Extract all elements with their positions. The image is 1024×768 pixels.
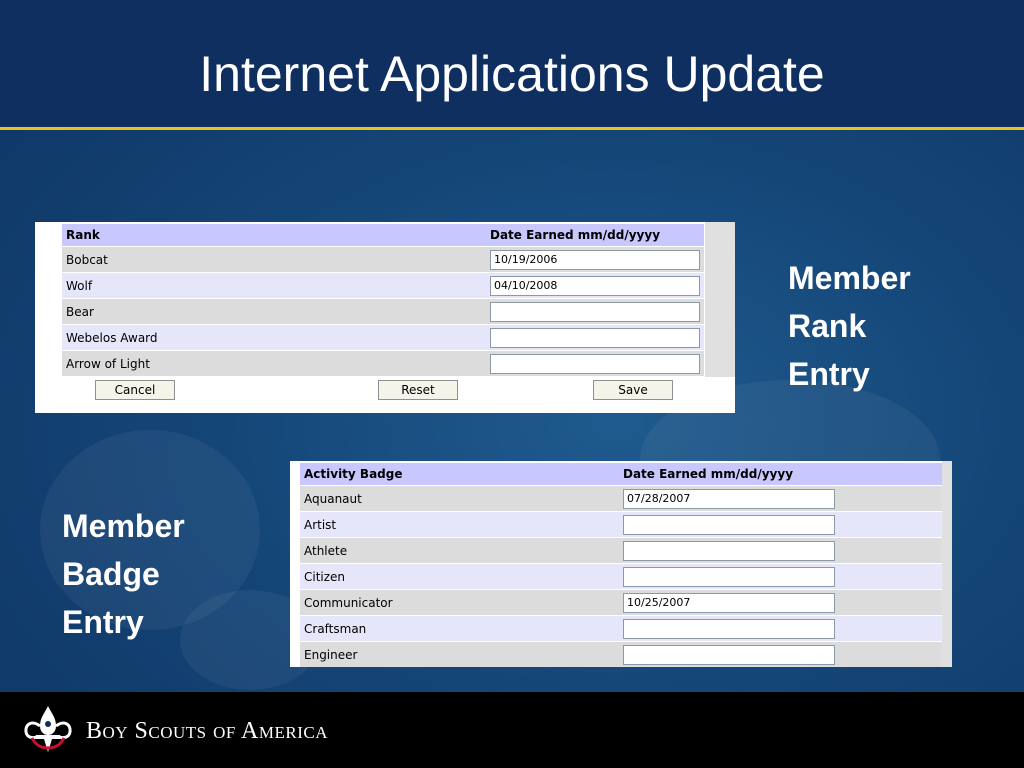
table-row — [300, 642, 942, 668]
reset-button[interactable]: Reset — [378, 380, 458, 400]
date-cell — [619, 512, 942, 538]
label-line: Entry — [62, 604, 144, 640]
date-earned-input[interactable] — [490, 354, 700, 374]
date-cell — [619, 564, 942, 590]
member-badge-entry-label — [62, 502, 185, 646]
save-button[interactable]: Save — [593, 380, 673, 400]
label-line: Entry — [788, 356, 870, 392]
row-label: Communicator — [300, 590, 619, 616]
table-row — [300, 538, 942, 564]
date-cell — [486, 273, 704, 299]
row-label: Citizen — [300, 564, 619, 590]
date-earned-input[interactable] — [490, 302, 700, 322]
label-line: Badge — [62, 556, 160, 592]
date-cell — [486, 325, 704, 351]
row-label: Wolf — [62, 273, 486, 299]
table-row — [300, 616, 942, 642]
column-header-date-earned: Date Earned mm/dd/yyyy — [486, 224, 704, 247]
panel-strip — [705, 222, 735, 377]
table-row — [300, 512, 942, 538]
rank-entry-panel — [35, 222, 735, 413]
badge-entry-panel — [290, 461, 952, 667]
table-row — [62, 325, 704, 351]
row-label: Bear — [62, 299, 486, 325]
table-row — [62, 299, 704, 325]
date-cell — [486, 299, 704, 325]
column-header-activity-badge: Activity Badge — [300, 463, 619, 486]
bsa-fleur-de-lis-logo — [22, 704, 74, 756]
date-cell — [619, 616, 942, 642]
date-earned-input[interactable] — [623, 593, 835, 613]
date-earned-input[interactable] — [623, 567, 835, 587]
member-rank-entry-label — [788, 254, 911, 398]
column-header-rank: Rank — [62, 224, 486, 247]
date-earned-input[interactable] — [623, 645, 835, 665]
row-label: Craftsman — [300, 616, 619, 642]
activity-badge-table — [300, 463, 942, 667]
row-label: Engineer — [300, 642, 619, 668]
row-label: Bobcat — [62, 247, 486, 273]
panel-strip — [942, 461, 952, 667]
date-earned-input[interactable] — [623, 541, 835, 561]
date-earned-input[interactable] — [490, 250, 700, 270]
cancel-button[interactable]: Cancel — [95, 380, 175, 400]
row-label: Webelos Award — [62, 325, 486, 351]
date-cell — [619, 642, 942, 668]
date-cell — [619, 486, 942, 512]
label-line: Member — [62, 508, 185, 544]
table-row — [62, 351, 704, 377]
slide-title: Internet Applications Update — [199, 46, 825, 102]
table-row — [300, 590, 942, 616]
date-earned-input[interactable] — [623, 489, 835, 509]
table-row — [300, 486, 942, 512]
row-label: Aquanaut — [300, 486, 619, 512]
table-row — [300, 564, 942, 590]
date-earned-input[interactable] — [623, 515, 835, 535]
date-earned-input[interactable] — [623, 619, 835, 639]
rank-table — [62, 224, 704, 376]
column-header-date-earned: Date Earned mm/dd/yyyy — [619, 463, 942, 486]
gold-divider — [0, 127, 1024, 130]
organization-name: Boy Scouts of America — [86, 718, 328, 744]
row-label: Athlete — [300, 538, 619, 564]
date-cell — [486, 247, 704, 273]
row-label: Arrow of Light — [62, 351, 486, 377]
date-cell — [619, 538, 942, 564]
label-line: Member — [788, 260, 911, 296]
date-cell — [619, 590, 942, 616]
label-line: Rank — [788, 308, 867, 344]
table-row — [62, 247, 704, 273]
table-row — [62, 273, 704, 299]
date-earned-input[interactable] — [490, 328, 700, 348]
row-label: Artist — [300, 512, 619, 538]
date-earned-input[interactable] — [490, 276, 700, 296]
date-cell — [486, 351, 704, 377]
